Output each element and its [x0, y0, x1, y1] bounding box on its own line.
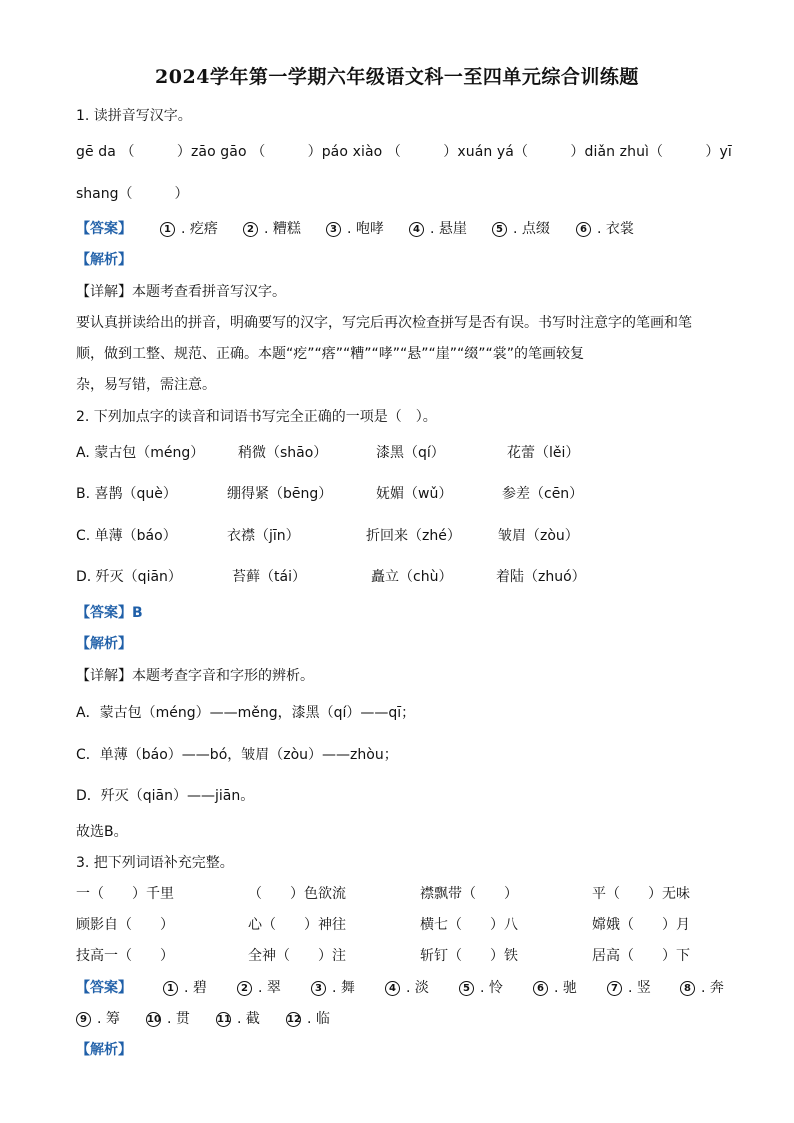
answer-item: 10 . 贯 — [147, 1011, 190, 1027]
q2-option-d-1: D. 歼灭（qiān） — [76, 569, 182, 585]
q2-option-a-2: 稍微（shāo） — [238, 445, 328, 461]
answer-item: 7 . 竖 — [607, 978, 651, 998]
q2-option-c-2: 衣襟（jīn） — [227, 528, 300, 544]
q2-option-b-2: 绷得紧（bēng） — [227, 486, 333, 502]
q3-answer-label: 【答案】 — [76, 980, 132, 996]
answer-item: 2 . 翠 — [237, 978, 281, 998]
answer-text: 淡 — [414, 980, 429, 996]
q1-explain-3: 杂，易写错，需注意。 — [76, 377, 216, 393]
q2-option-c-1: C. 单薄（báo） — [76, 528, 177, 544]
answer-item: 4 . 淡 — [385, 978, 429, 998]
q3-item: 一（ ）千里 — [76, 886, 174, 902]
answer-text: 筹 — [105, 1011, 120, 1027]
answer-number-badge: 10 — [147, 1014, 161, 1025]
answer-text: 竖 — [636, 980, 651, 996]
q3-item: 技高一（ ） — [76, 948, 174, 964]
q1-detail: 【详解】本题考查看拼音写汉字。 — [76, 284, 286, 300]
answer-number-badge: 2 — [243, 222, 258, 237]
answer-number-badge: 1 — [163, 981, 178, 996]
q2-conclusion: 故选B。 — [76, 824, 128, 840]
answer-number-badge: 8 — [680, 981, 695, 996]
answer-text: 衣裳 — [605, 221, 634, 237]
q2-detail: 【详解】本题考查字音和字形的辨析。 — [76, 668, 314, 684]
answer-number-badge: 7 — [607, 981, 622, 996]
answer-item: 9 . 筹 — [76, 1009, 120, 1029]
answer-number-badge: 3 — [311, 981, 326, 996]
q2-option-a-4: 花蕾（lěi） — [507, 445, 580, 461]
q3-prompt: 3. 把下列词语补充完整。 — [76, 855, 234, 871]
answer-item: 1 . 碧 — [163, 978, 207, 998]
q3-item: 平（ ）无味 — [592, 886, 690, 902]
q2-option-c-4: 皱眉（zòu） — [498, 528, 579, 544]
q3-item: 全神（ ）注 — [248, 948, 346, 964]
answer-item: 1 . 疙瘩 — [160, 219, 218, 239]
answer-text: 疙瘩 — [189, 221, 218, 237]
q3-item: 嫦娥（ ）月 — [592, 917, 690, 933]
answer-text: 咆哮 — [355, 221, 384, 237]
q1-pinyin-line2: shang（ ） — [76, 186, 189, 202]
answer-text: 翠 — [266, 980, 281, 996]
answer-item: 2 . 糟糕 — [243, 219, 301, 239]
q3-item: 横七（ ）八 — [420, 917, 518, 933]
answer-item: 3 . 咆哮 — [326, 219, 384, 239]
answer-text: 奔 — [709, 980, 724, 996]
answer-number-badge: 5 — [492, 222, 507, 237]
answer-item: 3 . 舞 — [311, 978, 355, 998]
q2-explain-d: D．歼灭（qiān）——jiān。 — [76, 788, 255, 804]
answer-number-badge: 11 — [217, 1014, 231, 1025]
answer-item: 6 . 衣裳 — [576, 219, 634, 239]
q1-explain-1: 要认真拼读给出的拼音，明确要写的汉字，写完后再次检查拼写是否有误。书写时注意字的笔画和笔 — [76, 315, 692, 331]
answer-item: 12 . 临 — [287, 1011, 330, 1027]
answer-number-badge: 6 — [576, 222, 591, 237]
answer-item: 4 . 悬崖 — [409, 219, 467, 239]
q3-analysis-label: 【解析】 — [76, 1042, 132, 1058]
answer-text: 截 — [245, 1011, 260, 1027]
q2-option-c-3: 折回来（zhé） — [366, 528, 461, 544]
answer-number-badge: 6 — [533, 981, 548, 996]
q2-option-b-4: 参差（cēn） — [502, 486, 584, 502]
q2-option-d-2: 苔藓（tái） — [232, 569, 306, 585]
answer-text: 碧 — [192, 980, 207, 996]
q2-analysis-label: 【解析】 — [76, 636, 132, 652]
q1-explain-2: 顺，做到工整、规范、正确。本题“疙”“瘩”“糟”“哮”“悬”“崖”“缀”“裳”的笔画较复 — [76, 346, 585, 362]
q2-option-b-3: 妩媚（wǔ） — [376, 486, 453, 502]
answer-number-badge: 4 — [385, 981, 400, 996]
q2-option-d-4: 着陆（zhuó） — [496, 569, 586, 585]
answer-text: 贯 — [175, 1011, 190, 1027]
q3-item: 斩钉（ ）铁 — [420, 948, 518, 964]
answer-text: 糟糕 — [272, 221, 301, 237]
answer-item: 5 . 怜 — [459, 978, 503, 998]
q1-pinyin-line1: gē da （ ）zāo gāo （ ）páo xiào （ ）xuán yá（ ）diǎn zhuì（ ）yī — [76, 144, 732, 160]
answer-number-badge: 5 — [459, 981, 474, 996]
answer-text: 驰 — [562, 980, 577, 996]
q2-explain-a: A．蒙古包（méng）——měng，漆黑（qí）——qī； — [76, 705, 416, 721]
answer-number-badge: 2 — [237, 981, 252, 996]
q1-answer-label: 【答案】 — [76, 221, 132, 237]
q3-item: 居高（ ）下 — [592, 948, 690, 964]
q2-answer: 【答案】B — [76, 605, 143, 621]
q2-option-a-3: 漆黑（qí） — [376, 445, 445, 461]
q2-option-b-1: B. 喜鹊（què） — [76, 486, 177, 502]
answer-text: 怜 — [488, 980, 503, 996]
answer-item: 11 . 截 — [217, 1011, 260, 1027]
q2-option-d-3: 矗立（chù） — [371, 569, 453, 585]
answer-text: 悬崖 — [438, 221, 467, 237]
q2-prompt: 2. 下列加点字的读音和词语书写完全正确的一项是（ ）。 — [76, 409, 437, 425]
answer-number-badge: 3 — [326, 222, 341, 237]
q2-option-a-1: A. 蒙古包（méng） — [76, 445, 205, 461]
answer-number-badge: 12 — [287, 1014, 301, 1025]
answer-number-badge: 4 — [409, 222, 424, 237]
answer-item: 6 . 驰 — [533, 978, 577, 998]
page-title: 2024学年第一学期六年级语文科一至四单元综合训练题 — [155, 66, 639, 88]
q3-item: 心（ ）神往 — [248, 917, 346, 933]
q2-explain-c: C．单薄（báo）——bó，皱眉（zòu）——zhòu； — [76, 747, 398, 763]
answer-item: 5 . 点缀 — [492, 219, 550, 239]
q3-item: （ ）色欲流 — [248, 886, 346, 902]
q3-item: 襟飘带（ ） — [420, 886, 518, 902]
answer-number-badge: 9 — [76, 1012, 91, 1027]
answer-number-badge: 1 — [160, 222, 175, 237]
answer-item: 8 . 奔 — [680, 978, 724, 998]
q1-prompt: 1. 读拼音写汉字。 — [76, 108, 192, 124]
q3-item: 顾影自（ ） — [76, 917, 174, 933]
q1-analysis-label: 【解析】 — [76, 252, 132, 268]
answer-text: 点缀 — [521, 221, 550, 237]
answer-text: 临 — [315, 1011, 330, 1027]
answer-text: 舞 — [340, 980, 355, 996]
